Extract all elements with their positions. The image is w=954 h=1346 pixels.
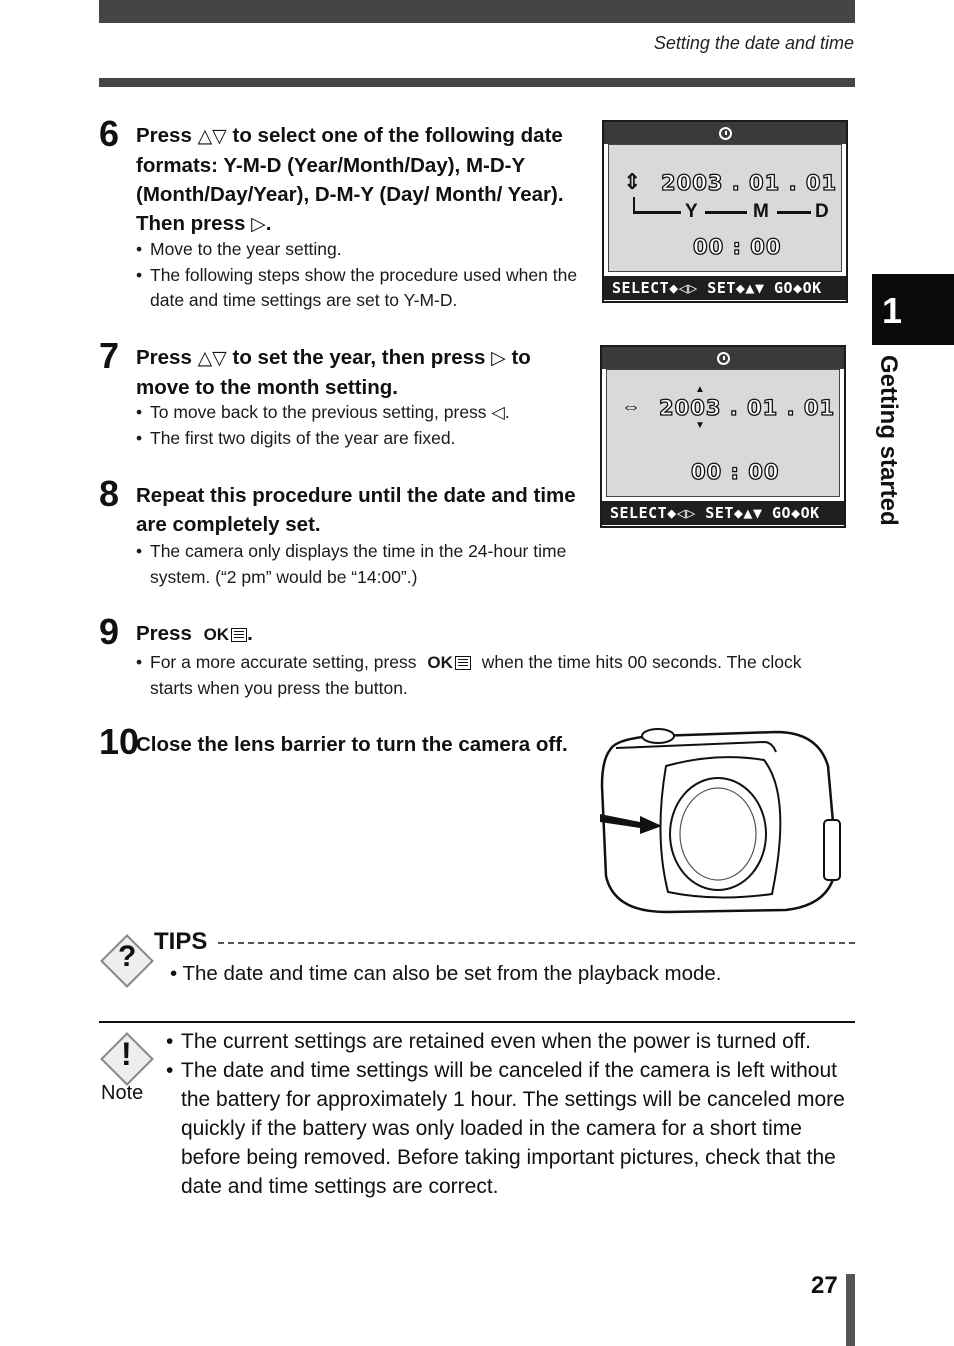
- camera-illustration: [596, 726, 846, 916]
- page-number: 27: [811, 1272, 838, 1299]
- lcd-screen-year: [600, 345, 846, 528]
- header-bottom-bar: [99, 78, 855, 87]
- step-8-number: 8: [99, 473, 120, 514]
- format-line: [633, 211, 681, 214]
- format-line: [705, 211, 747, 214]
- exclamation-mark: !: [121, 1036, 132, 1072]
- format-line: [777, 211, 811, 214]
- list-item: • Move to the year setting.: [136, 237, 586, 263]
- up-down-arrows-icon: △▽: [197, 348, 227, 369]
- lcd-button-guide: SELECT◆◁▷ SET◆▲▼ GO◆OK: [602, 501, 844, 525]
- list-item: • For a more accurate setting, press OK when the time hits 00 seconds. The clock starts when you press the button.: [136, 650, 836, 701]
- chapter-label: Getting started: [875, 355, 902, 526]
- step-9-number: 9: [99, 611, 120, 652]
- left-right-cursor-icon: ⇔: [621, 396, 641, 418]
- ok-menu-button-icon: OK: [427, 650, 471, 676]
- year-up-caret-icon: ▲: [695, 384, 705, 395]
- step-9-heading: Press OK .: [136, 619, 253, 649]
- list-item: • The following steps show the procedure used when the date and time settings are set to Y-M-D.: [136, 263, 586, 314]
- lcd-time-value: 00 : 00: [693, 235, 782, 259]
- up-down-cursor-icon: ⇕: [623, 169, 642, 194]
- step-8-heading: Repeat this procedure until the date and time are completely set.: [136, 484, 576, 536]
- list-item: • The camera only displays the time in the 24-hour time system. (“2 pm” would be “14:00”.): [136, 539, 581, 590]
- chapter-tab: [872, 274, 954, 345]
- right-arrow-icon: ▷: [251, 214, 266, 235]
- header-top-bar: [99, 0, 855, 23]
- lcd-screen-date-format: [602, 120, 848, 303]
- step-6-bullets: [136, 237, 586, 314]
- clock-icon: [717, 352, 730, 365]
- tips-title: TIPS: [154, 928, 208, 955]
- page-number-bar: [846, 1274, 855, 1346]
- step-6-heading: Press △▽ to select one of the following date formats: Y-M-D (Year/Month/Day), M-D-Y (Month/Day/Year), D-M-Y (Day/ Month/ Year). Then press ▷.: [136, 124, 564, 235]
- format-y: Y: [685, 201, 698, 222]
- list-item: • The first two digits of the year are fixed.: [136, 426, 586, 452]
- year-down-caret-icon: ▼: [695, 420, 705, 431]
- lcd-time-value: 00 : 00: [691, 460, 780, 484]
- tips-text: • The date and time can also be set from the playback mode.: [170, 962, 722, 985]
- header-title: Setting the date and time: [653, 33, 854, 53]
- list-item: • The date and time settings will be canceled if the camera is left without the battery for approximately 1 hour. The settings will be canceled more quickly if the battery was only loaded in the camera for a short time before being removed. Before taking important pictures, check that the date and time settings are correct.: [166, 1059, 845, 1198]
- step-8-bullets: [136, 539, 581, 590]
- step-10-number: 10: [99, 721, 140, 762]
- note-list: [166, 1027, 851, 1201]
- chapter-number: 1: [882, 290, 903, 331]
- lcd-button-guide: SELECT◆◁▷ SET◆▲▼ GO◆OK: [604, 276, 846, 300]
- note-divider: [99, 1021, 855, 1023]
- step-7-number: 7: [99, 335, 120, 376]
- list-item: • To move back to the previous setting, press ◁.: [136, 400, 586, 426]
- format-m: M: [753, 201, 769, 222]
- question-mark: ?: [118, 940, 137, 973]
- step-10-heading: Close the lens barrier to turn the camera off.: [136, 733, 568, 756]
- up-down-arrows-icon: △▽: [197, 126, 227, 147]
- step-6-number: 6: [99, 113, 120, 154]
- right-arrow-icon: ▷: [491, 348, 506, 369]
- list-item: • The current settings are retained even when the power is turned off.: [166, 1030, 811, 1053]
- step-7-heading: Press △▽ to set the year, then press ▷ to move to the month setting.: [136, 346, 531, 399]
- step-9-bullets: [136, 650, 836, 701]
- ok-menu-button-icon: OK: [204, 620, 248, 649]
- format-d: D: [815, 201, 829, 222]
- clock-icon: [719, 127, 732, 140]
- note-label: Note: [101, 1082, 144, 1104]
- lcd-date-value: 2003 . 01 . 01: [661, 171, 838, 195]
- tips-divider: [218, 942, 855, 944]
- lcd-date-value: 2003 . 01 . 01: [659, 396, 836, 420]
- step-7-bullets: [136, 400, 586, 451]
